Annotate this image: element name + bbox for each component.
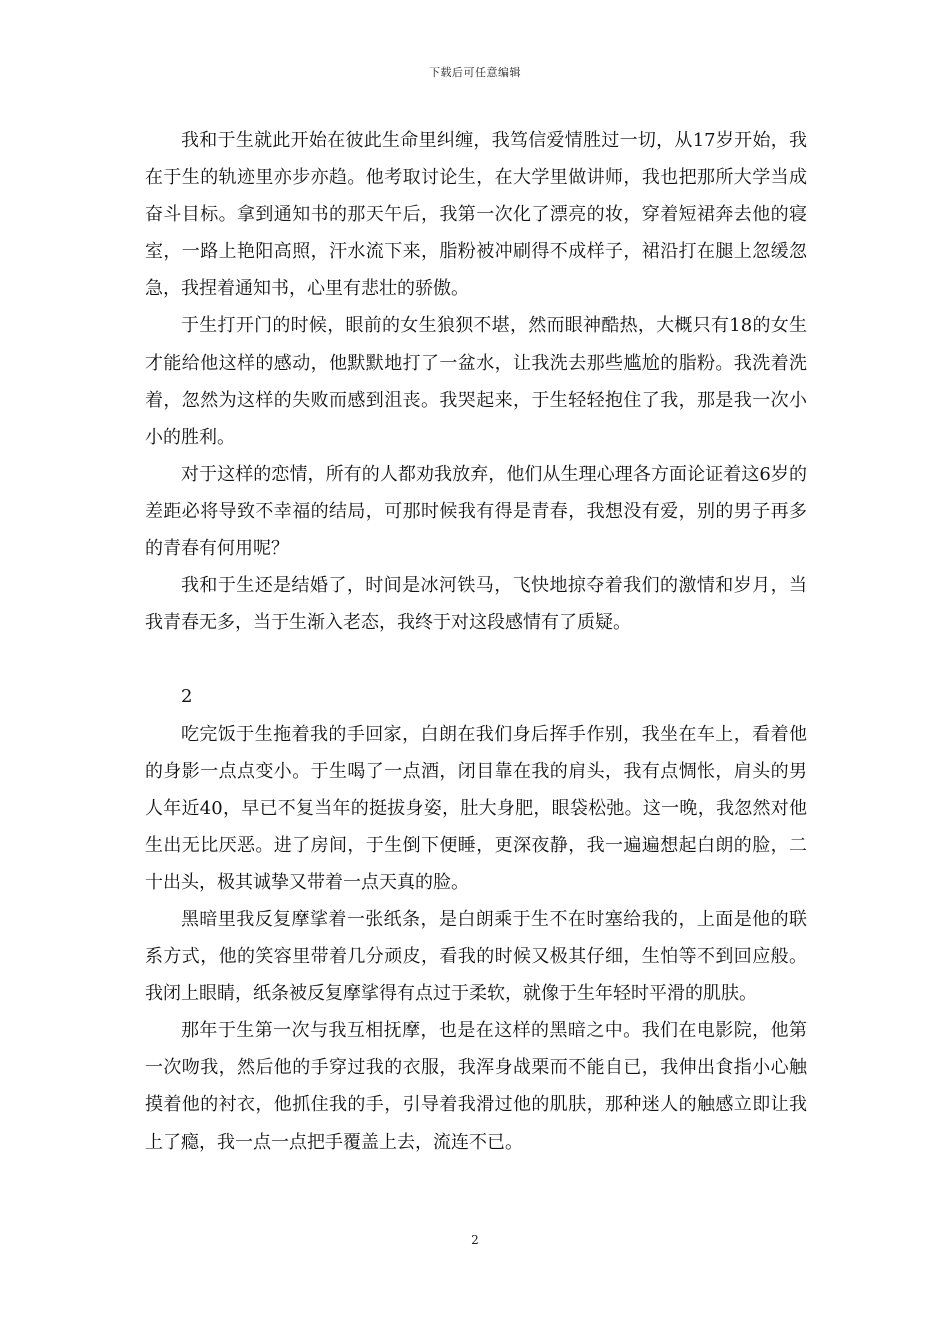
paragraph: 那年于生第一次与我互相抚摩，也是在这样的黑暗之中。我们在电影院，他第一次吻我，然后他的手穿过我的衣服，我浑身战栗而不能自已，我伸出食指小心触摸着他的衬衣，他抓住我的手，引导着我滑过他的肌肤，那种迷人的触感立即让我上了瘾，我一点一点把手覆盖上去，流连不已。 [145, 1020, 807, 1153]
paragraph: 黑暗里我反复摩挲着一张纸条，是白朗乘于生不在时塞给我的，上面是他的联系方式，他的笑容里带着几分顽皮，看我的时候又极其仔细，生怕等不到回应般。我闭上眼睛，纸条被反复摩挲得有点过于柔软，就像于生年轻时平滑的肌肤。 [145, 908, 807, 1005]
paragraph: 对于这样的恋情，所有的人都劝我放弃，他们从生理心理各方面论证着这6岁的差距必将导致不幸福的结局，可那时候我有得是青春，我想没有爱，别的男子再多的青春有何用呢？ [145, 463, 807, 560]
paragraph: 我和于生还是结婚了，时间是冰河铁马，飞快地掠夺着我们的激情和岁月，当我青春无多，当于生渐入老态，我终于对这段感情有了质疑。 [145, 575, 807, 634]
paragraph: 吃完饭于生拖着我的手回家，白朗在我们身后挥手作别，我坐在车上，看着他的身影一点点变小。于生喝了一点酒，闭目靠在我的肩头，我有点惆怅，肩头的男人年近40，早已不复当年的挺拔身姿，肚大身肥，眼袋松弛。这一晚，我忽然对他生出无比厌恶。进了房间，于生倒下便睡，更深夜静，我一遍遍想起白朗的脸，二十出头，极其诚挚又带着一点天真的脸。 [145, 723, 807, 893]
document-body [145, 122, 807, 1161]
paragraph: 我和于生就此开始在彼此生命里纠缠，我笃信爱情胜过一切，从17岁开始，我在于生的轨迹里亦步亦趋。他考取讨论生，在大学里做讲师，我也把那所大学当成奋斗目标。拿到通知书的那天午后，我第一次化了漂亮的妆，穿着短裙奔去他的寝室，一路上艳阳高照，汗水流下来，脂粉被冲刷得不成样子，裙沿打在腿上忽缓忽急，我捏着通知书，心里有悲壮的骄傲。 [145, 130, 807, 300]
section-number: 2 [181, 686, 193, 708]
paragraph: 于生打开门的时候，眼前的女生狼狈不堪，然而眼神酷热，大概只有18的女生才能给他这样的感动，他默默地打了一盆水，让我洗去那些尴尬的脂粉。我洗着洗着，忽然为这样的失败而感到沮丧。我哭起来，于生轻轻抱住了我，那是我一次小小的胜利。 [145, 315, 807, 448]
page-header: 下载后可任意编辑 [429, 66, 521, 79]
page-number: 2 [471, 1233, 479, 1247]
blank-line [145, 641, 807, 678]
